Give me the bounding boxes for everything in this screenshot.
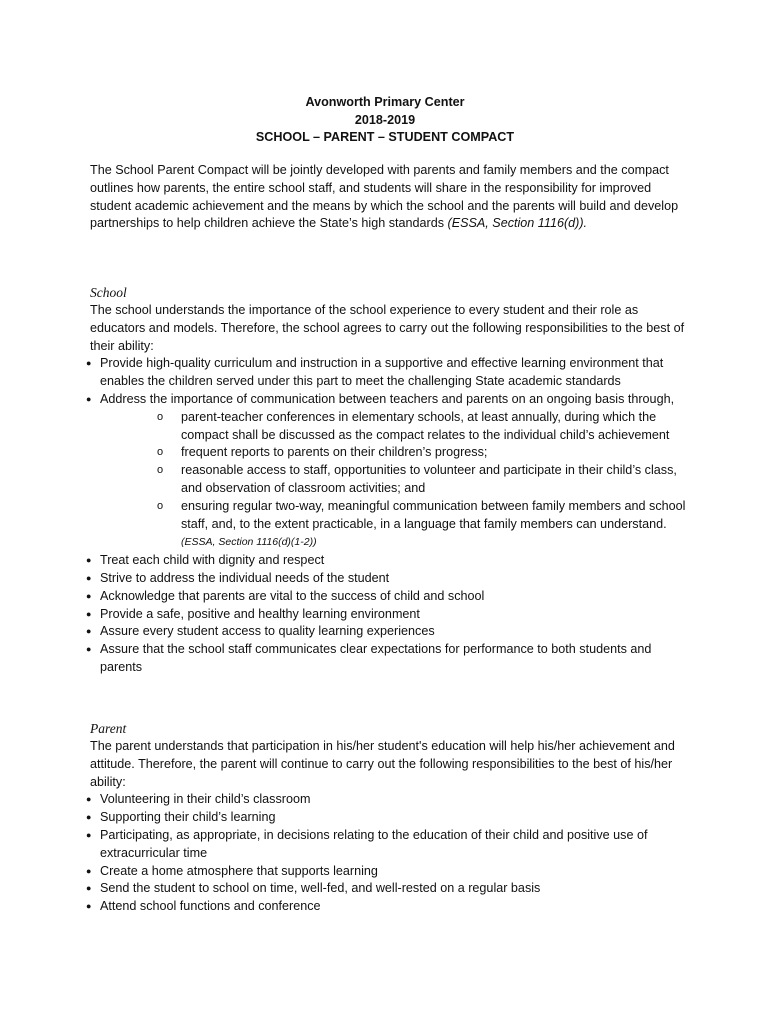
- sub-list-item-text: frequent reports to parents on their children’s progress;: [181, 445, 488, 460]
- bullet-icon: ●: [86, 812, 92, 823]
- list-item: [86, 606, 690, 624]
- list-item: [86, 827, 690, 863]
- bullet-icon: ●: [86, 644, 92, 655]
- sub-list-item-text: parent-teacher conferences in elementary schools, at least annually, during which the compact shall be discussed as the compact relates to the individual child’s achievement: [181, 409, 670, 442]
- sub-citation: (ESSA, Section 1116(d)(1-2)): [181, 536, 317, 549]
- list-item-text: Address the importance of communication between teachers and parents on an ongoing basis through,: [100, 391, 675, 406]
- intro-citation: (ESSA, Section 1116(d)).: [447, 216, 588, 231]
- school-name: Avonworth Primary Center: [305, 95, 465, 109]
- circle-bullet-icon: o: [157, 499, 164, 512]
- document-title: SCHOOL – PARENT – STUDENT COMPACT: [255, 130, 515, 145]
- circle-bullet-icon: o: [157, 446, 164, 459]
- parent-responsibilities-list: [86, 791, 690, 916]
- sub-list-item: [157, 462, 690, 498]
- school-responsibilities-list: [86, 355, 690, 676]
- bullet-icon: ●: [86, 829, 92, 840]
- sub-list-item-text: reasonable access to staff, opportunities to volunteer and participate in their child’s class, and observation of classroom activities; and: [181, 463, 677, 495]
- school-year: 2018-2019: [354, 112, 416, 127]
- list-item-text: Attend school functions and conference: [100, 899, 321, 914]
- bullet-icon: ●: [86, 901, 92, 912]
- parent-section: [86, 738, 690, 916]
- school-lead: The school understands the importance of the school experience to every student and their role as educators and models. Therefore, the school agrees to carry out the following responsibilities to the best of their ability:: [90, 303, 685, 353]
- bullet-icon: ●: [86, 865, 92, 876]
- sub-list-item: [157, 409, 690, 445]
- list-item: [86, 588, 690, 606]
- school-section: [86, 302, 690, 677]
- circle-bullet-icon: o: [157, 464, 164, 477]
- bullet-icon: ●: [86, 393, 92, 404]
- list-item: [86, 391, 690, 552]
- list-item-text: Participating, as appropriate, in decisions relating to the education of their child and positive use of extracurricular time: [100, 827, 648, 860]
- list-item: [86, 898, 690, 916]
- bullet-icon: ●: [86, 608, 92, 619]
- intro-paragraph: [90, 162, 690, 233]
- list-item: [86, 809, 690, 827]
- list-item-text: Volunteering in their child’s classroom: [100, 792, 311, 807]
- list-item: [86, 880, 690, 898]
- bullet-icon: ●: [86, 555, 92, 566]
- list-item: [86, 355, 690, 391]
- intro-text: The School Parent Compact will be jointly developed with parents and family members and the compact outlines how parents, the entire school staff, and students will share in the responsibility for improved student academic achievement and the means by which the school and the parents will build and develop partnerships to help children achieve the State’s high standards: [90, 163, 679, 231]
- list-item-text: Provide high-quality curriculum and instruction in a supportive and effective learning environment that enables the children served under this part to meet the challenging State academic standards: [100, 356, 664, 389]
- bullet-icon: ●: [86, 626, 92, 637]
- list-item-text: Treat each child with dignity and respect: [100, 553, 325, 568]
- list-item: [86, 552, 690, 570]
- list-item: [86, 623, 690, 641]
- list-item: [86, 863, 690, 881]
- bullet-icon: ●: [86, 590, 92, 601]
- list-item-text: Assure every student access to quality learning experiences: [100, 624, 435, 639]
- bullet-icon: ●: [86, 358, 92, 369]
- document-header: [0, 94, 770, 147]
- bullet-icon: ●: [86, 572, 92, 583]
- list-item: [86, 641, 690, 677]
- school-heading: School: [90, 285, 127, 300]
- communication-sublist: [100, 409, 690, 552]
- list-item-text: Supporting their child’s learning: [100, 810, 276, 825]
- list-item-text: Create a home atmosphere that supports learning: [100, 863, 378, 878]
- list-item-text: Acknowledge that parents are vital to the success of child and school: [100, 588, 485, 603]
- parent-lead: The parent understands that participation in his/her student's education will help his/her achievement and attitude. Therefore, the parent will continue to carry out the following responsibilities to the best of his/her ability:: [90, 739, 675, 789]
- list-item-text: Assure that the school staff communicates clear expectations for performance to both students and parents: [100, 642, 652, 674]
- list-item-text: Send the student to school on time, well-fed, and well-rested on a regular basis: [100, 881, 541, 896]
- sub-list-item: [157, 498, 690, 552]
- parent-heading: Parent: [90, 721, 127, 736]
- list-item-text: Provide a safe, positive and healthy learning environment: [100, 606, 420, 621]
- sub-list-item: [157, 444, 690, 462]
- sub-list-item-text: ensuring regular two-way, meaningful communication between family members and school staff, and, to the extent practicable, in a language that family members can understand.: [181, 498, 686, 531]
- bullet-icon: ●: [86, 883, 92, 894]
- circle-bullet-icon: o: [157, 410, 164, 423]
- list-item-text: Strive to address the individual needs of the student: [100, 570, 390, 585]
- list-item: [86, 570, 690, 588]
- bullet-icon: ●: [86, 794, 92, 805]
- list-item: [86, 791, 690, 809]
